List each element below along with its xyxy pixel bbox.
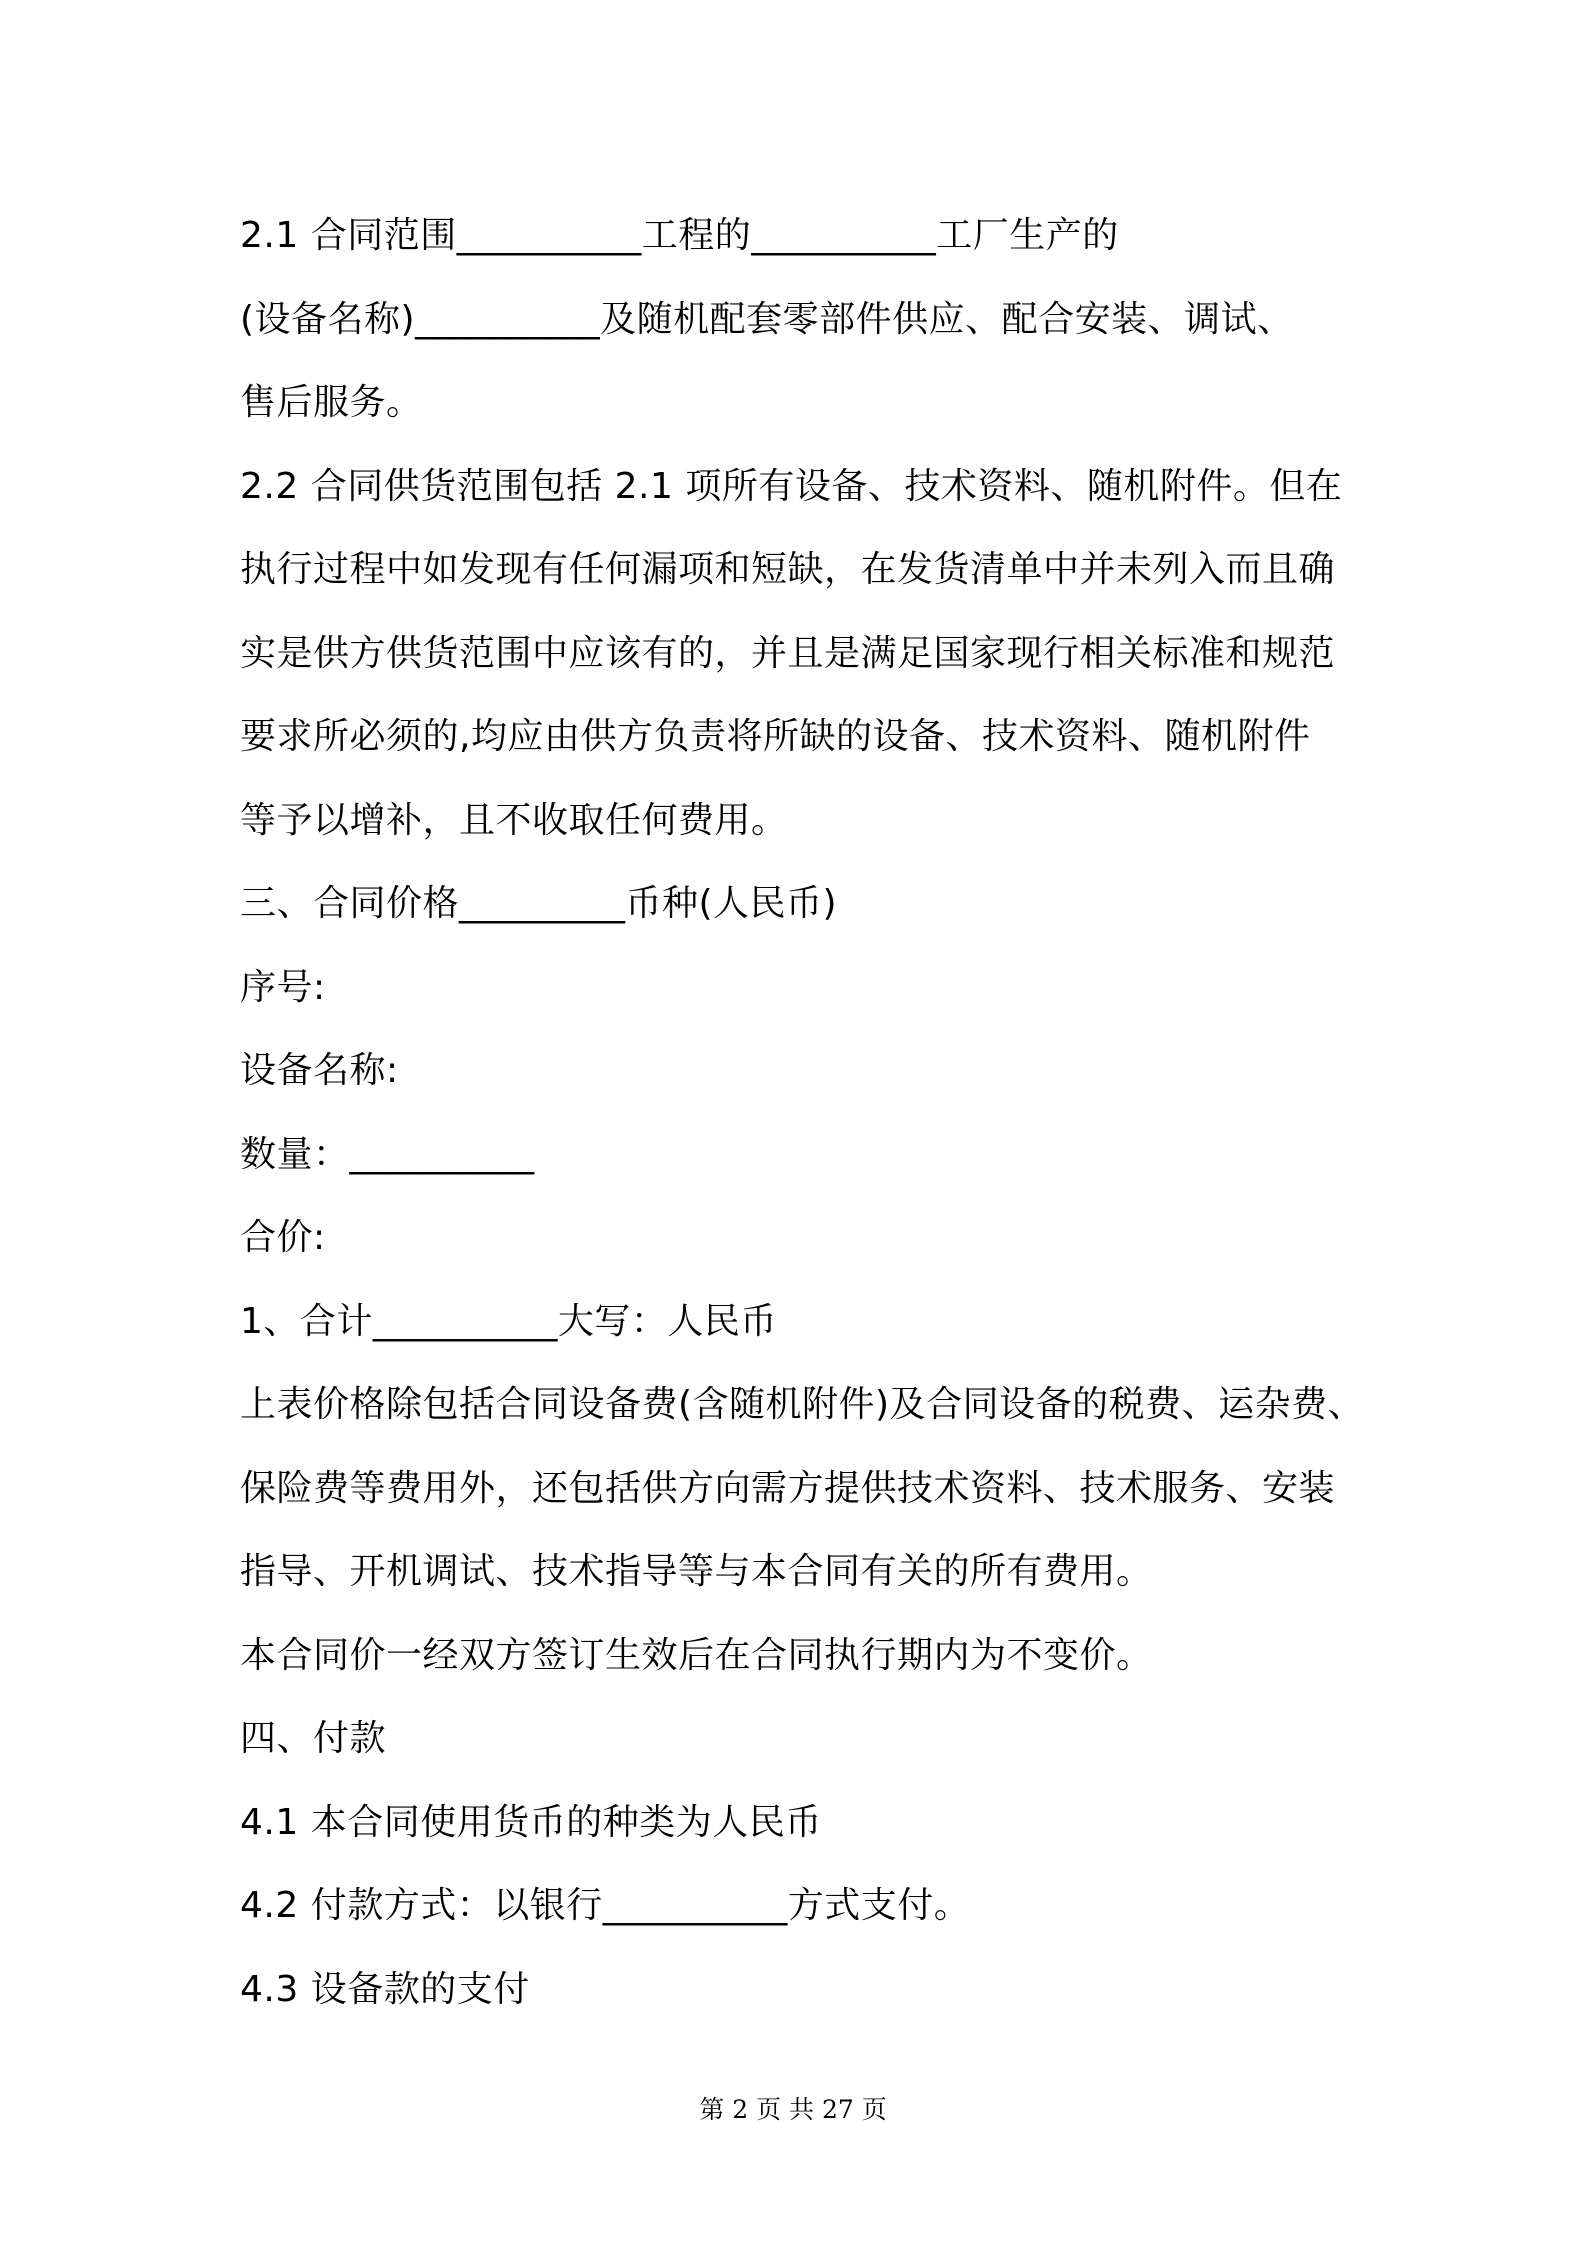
price-note-line-3: 指导、开机调试、技术指导等与本合同有关的所有费用。	[240, 1551, 1153, 1592]
price-note-line-1: 上表价格除包括合同设备费(含随机附件)及合同设备的税费、运杂费、	[240, 1384, 1365, 1425]
clause-2-1-line-3: 售后服务。	[240, 382, 423, 423]
clause-2-2-line-4: 要求所必须的,均应由供方负责将所缺的设备、技术资料、随机附件	[240, 716, 1311, 757]
clause-4-1: 4.1 本合同使用货币的种类为人民币	[240, 1801, 822, 1843]
section-3-heading: 三、合同价格_________币种(人民币)	[240, 883, 838, 924]
section-4-heading: 四、付款	[240, 1718, 387, 1759]
clause-4-3: 4.3 设备款的支付	[240, 1968, 530, 2010]
quantity-field: 数量：__________	[240, 1133, 535, 1175]
clause-4-2: 4.2 付款方式：以银行__________方式支付。	[240, 1885, 971, 1926]
clause-2-2-line-5: 等予以增补，且不收取任何费用。	[240, 799, 788, 841]
grand-total-line: 1、合计__________大写：人民币	[240, 1300, 777, 1342]
fixed-price-note: 本合同价一经双方签订生效后在合同执行期内为不变价。	[240, 1634, 1153, 1676]
clause-2-2-line-2: 执行过程中如发现有任何漏项和短缺，在发货清单中并未列入而且确	[240, 549, 1336, 590]
page-number-footer: 第 2 页 共 27 页	[699, 2095, 887, 2124]
clause-2-1-line-1: 2.1 合同范围__________工程的__________工厂生产的	[240, 215, 1119, 256]
equipment-name-field: 设备名称:	[240, 1050, 399, 1091]
price-note-line-2: 保险费等费用外，还包括供方向需方提供技术资料、技术服务、安装	[240, 1467, 1336, 1509]
document-body	[240, 194, 1390, 2031]
total-price-field: 合价:	[240, 1217, 326, 1258]
serial-number-field: 序号:	[240, 966, 326, 1008]
clause-2-1-line-2: (设备名称)__________及随机配套零部件供应、配合安装、调试、	[240, 298, 1294, 340]
clause-2-2-line-3: 实是供方供货范围中应该有的，并且是满足国家现行相关标准和规范	[240, 632, 1336, 674]
clause-2-2-line-1: 2.2 合同供货范围包括 2.1 项所有设备、技术资料、随机附件。但在	[240, 465, 1343, 507]
